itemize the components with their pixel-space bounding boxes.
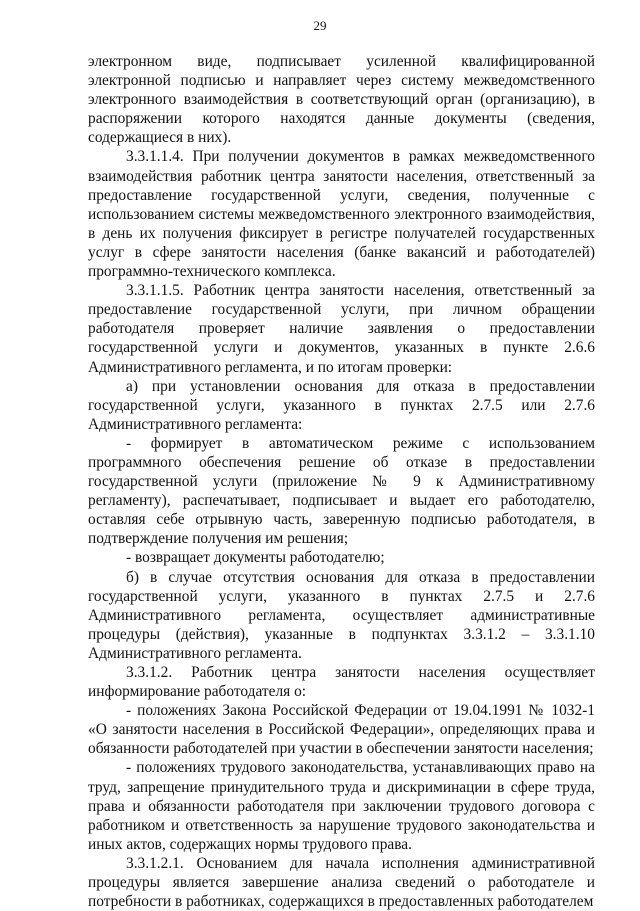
- paragraph-item-b: б) в случае отсутствия основания для отказа в предоставлении государственной услуги, указанного в пунктах 2.7.5 и 2.7.6 Административного регламента, осуществляет административные процедуры (действия), указанные в подпунктах 3.3.1.2 – 3.3.1.10 Административного регламента.: [88, 568, 595, 662]
- paragraph-continuation: электронном виде, подписывает усиленной квалифицированной электронной подписью и направляет через систему межведомственного электронного взаимодействия в соответствующий орган (организацию), в распоряжении которого находятся данные документы (сведения, содержащиеся в них).: [88, 53, 595, 147]
- paragraph-3-3-1-1-4: 3.3.1.1.4. При получении документов в рамках межведомственного взаимодействия работник центра занятости населения, ответственный за предоставление государственной услуги, сведения, полученные с использованием системы межведомственного электронного взаимодействия, в день их получения фиксирует в регистре получателей государственных услуг в сфере занятости населения (банке вакансий и работодателей) программно-технического комплекса.: [88, 148, 595, 281]
- paragraph-dash-forms-refusal: - формирует в автоматическом режиме с использованием программного обеспечения решение об отказе в предоставлении государственной услуги (приложение № 9 к Административному регламенту), распечатывает, подписывает и выдает его работодателю, оставляя себе отрывную часть, заверенную подписью работодателя, в подтверждение получения им решения;: [88, 434, 595, 548]
- paragraph-3-3-1-2: 3.3.1.2. Работник центра занятости населения осуществляет информирование работодателя о:: [88, 664, 595, 701]
- paragraph-3-3-1-1-5: 3.3.1.1.5. Работник центра занятости населения, ответственный за предоставление государственной услуги, при личном обращении работодателя проверяет наличие заявления о предоставлении государственной услуги и документов, указанных в пункте 2.6.6 Административного регламента, и по итогам проверки:: [88, 282, 595, 376]
- paragraph-item-a: а) при установлении основания для отказа в предоставлении государственной услуги, указанного в пунктах 2.7.5 или 2.7.6 Административного регламента:: [88, 377, 595, 433]
- paragraph-dash-labor-legislation: - положениях трудового законодательства, устанавливающих право на труд, запрещение принудительного труда и дискриминации в сфере труда, права и обязанности работодателя при заключении трудового договора с работником и ответственность за нарушение трудового законодательства и иных актов, содержащих нормы трудового права.: [88, 759, 595, 853]
- document-body: [88, 52, 595, 911]
- paragraph-3-3-1-2-1: 3.3.1.2.1. Основанием для начала исполнения административной процедуры является завершение анализа сведений о работодателе и потребности в работниках, содержащихся в предоставленных работодателем: [88, 854, 595, 911]
- page-number: 29: [313, 18, 327, 33]
- paragraph-dash-law-provisions: - положениях Закона Российской Федерации от 19.04.1991 № 1032-1 «О занятости населения в Российской Федерации», определяющих права и обязанности работодателей при участии в обеспечении занятости населения;: [88, 702, 595, 758]
- paragraph-dash-returns-documents: - возвращает документы работодателю;: [126, 549, 385, 567]
